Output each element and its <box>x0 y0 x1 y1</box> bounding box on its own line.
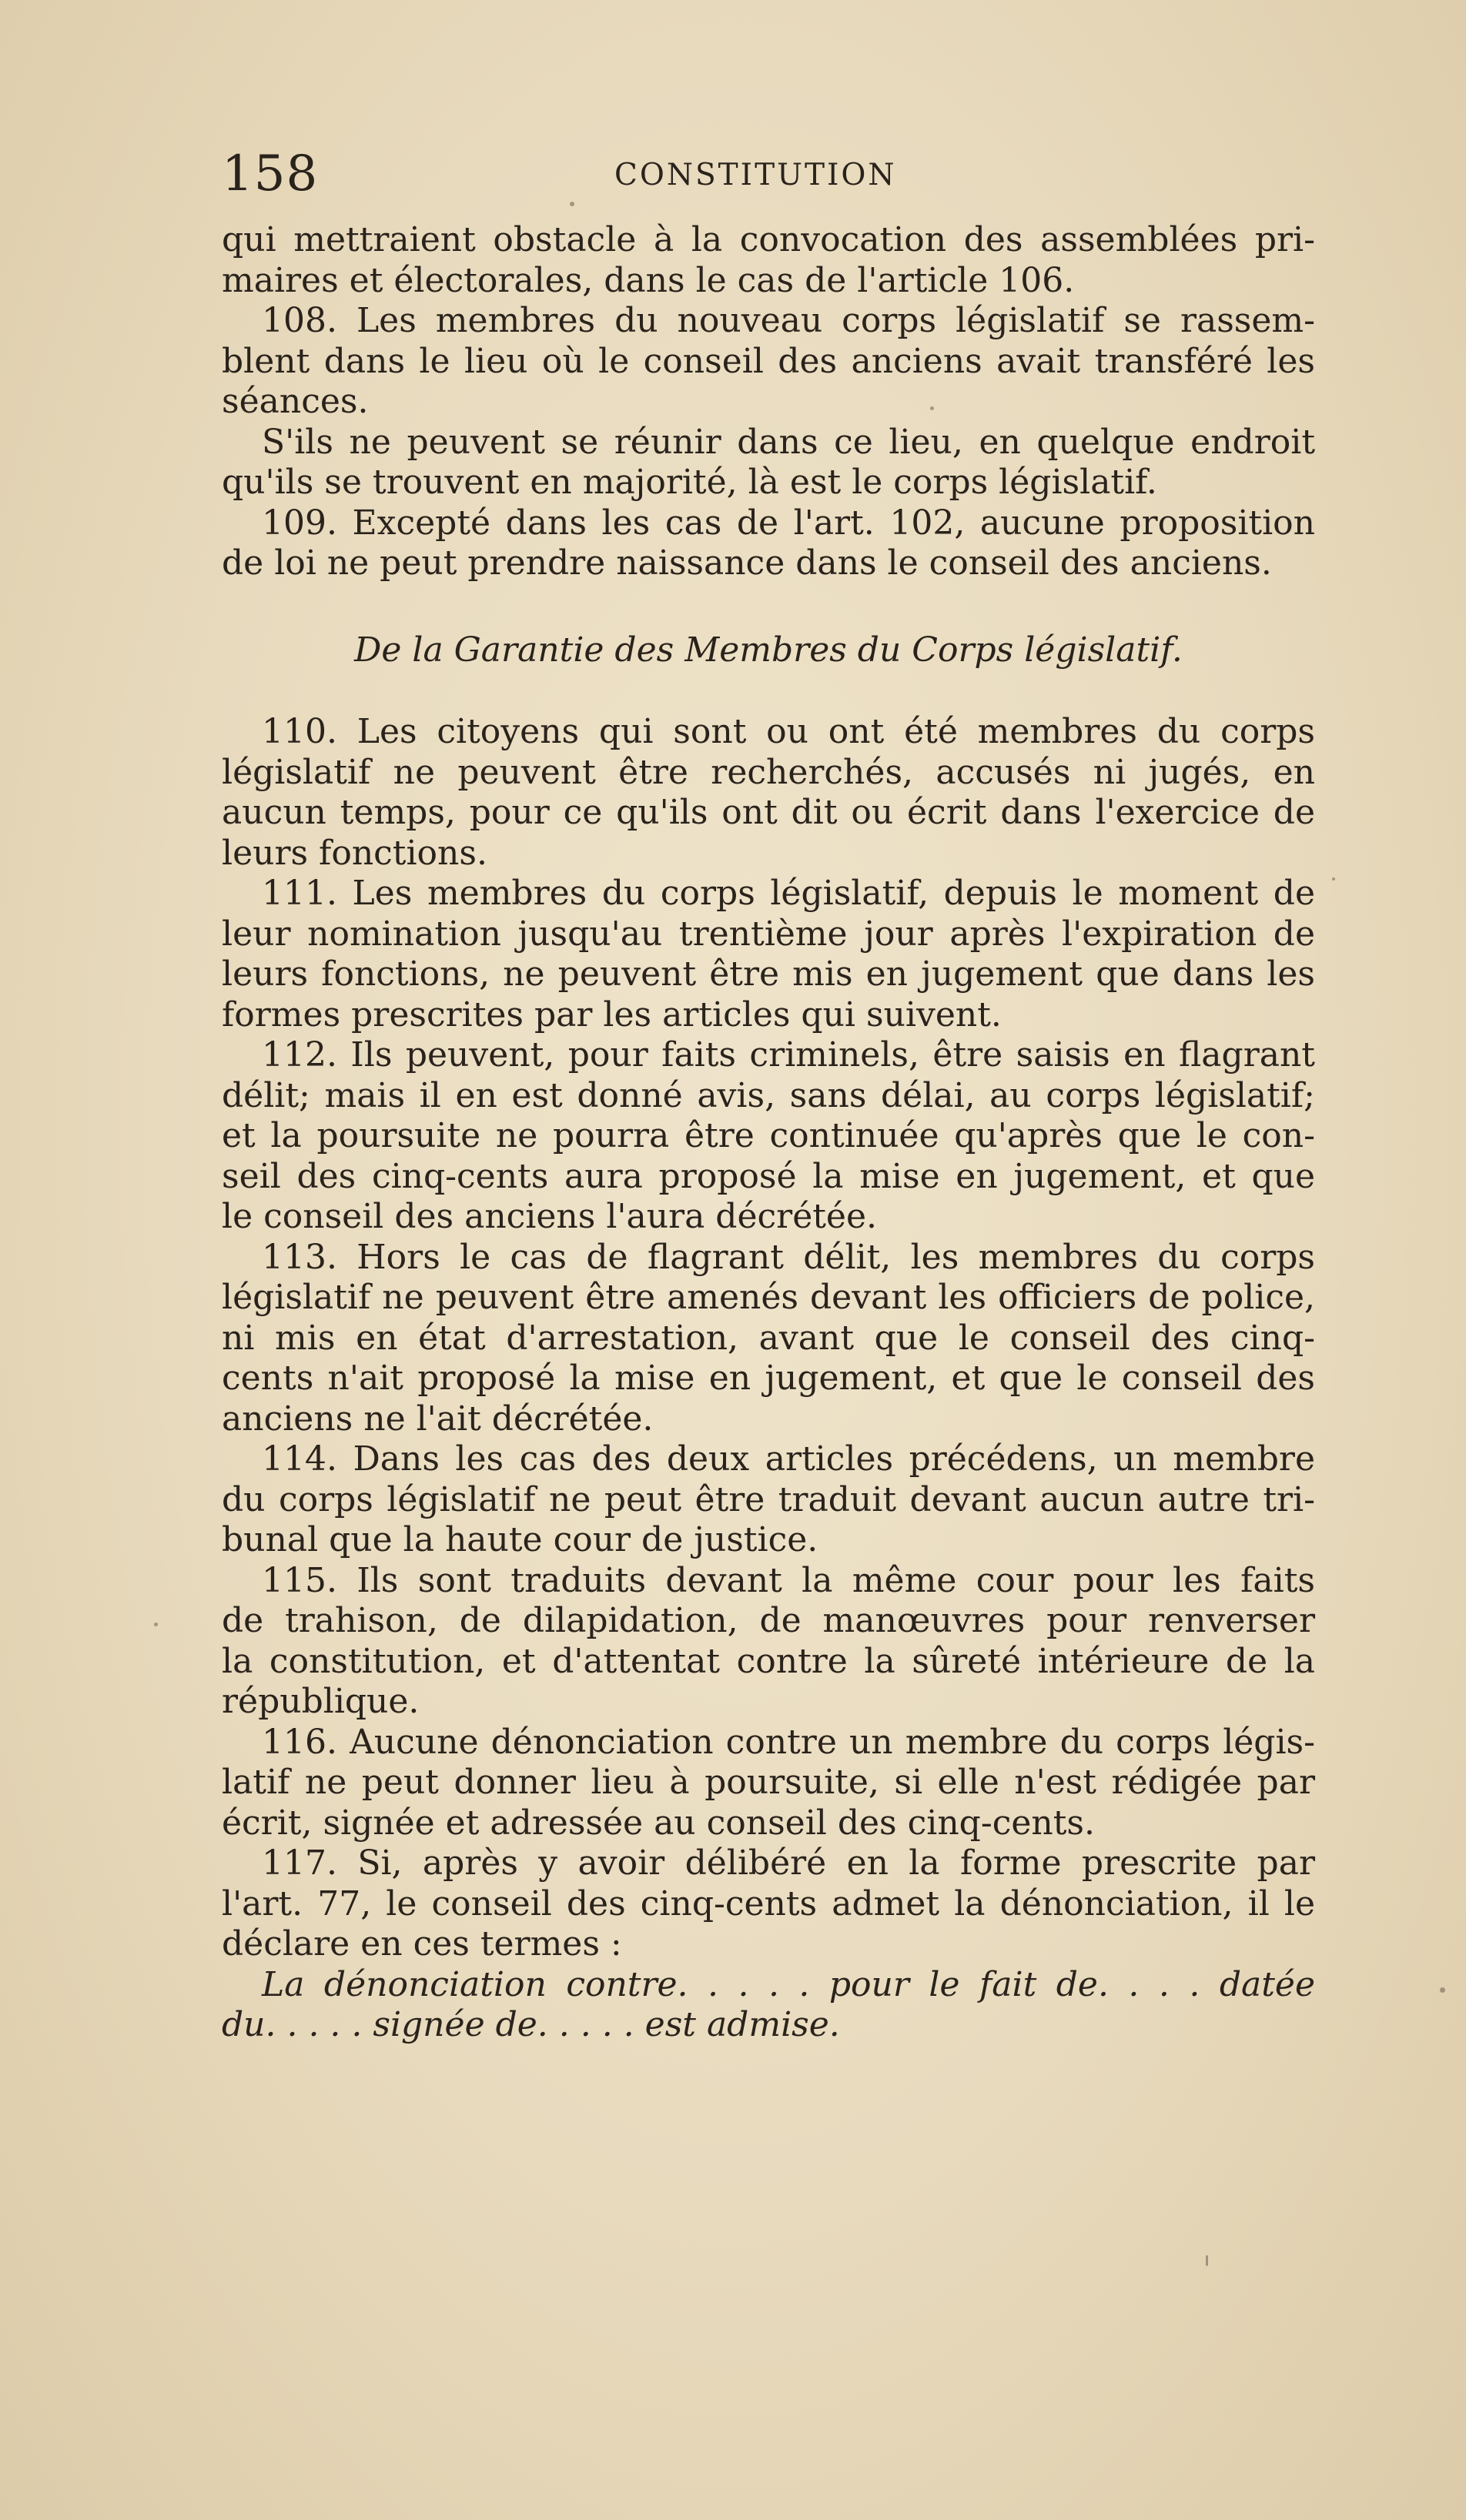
page-body <box>222 220 1315 2046</box>
body-line: république. <box>222 1682 420 1721</box>
body-line: de trahison, de dilapidation, de manœuvres pour renverser <box>222 1601 1315 1640</box>
body-line: latif ne peut donner lieu à poursuite, si elle n'est rédigée par <box>222 1763 1315 1802</box>
body-line: bunal que la haute cour de justice. <box>222 1520 818 1559</box>
article-112-line: 112. Ils peuvent, pour faits criminels, être saisis en flagrant <box>262 1035 1315 1075</box>
body-line: déclare en ces termes : <box>222 1924 622 1964</box>
body-line: législatif ne peuvent être recherchés, accusés ni jugés, en <box>222 752 1315 792</box>
article-114-line: 114. Dans les cas des deux articles précédens, un membre <box>262 1439 1315 1479</box>
body-line: S'ils ne peuvent se réunir dans ce lieu, en quelque endroit <box>262 422 1315 462</box>
article-117-line: 117. Si, après y avoir délibéré en la forme prescrite par <box>262 1843 1315 1883</box>
body-line: maires et électorales, dans le cas de l'article 106. <box>222 260 1075 300</box>
running-title: CONSTITUTION <box>614 158 897 192</box>
body-line: le conseil des anciens l'aura décrétée. <box>222 1197 877 1236</box>
article-115-line: 115. Ils sont traduits devant la même cour pour les faits <box>262 1560 1315 1600</box>
paper-speck <box>1332 877 1335 881</box>
body-line: délit; mais il en est donné avis, sans délai, au corps législatif; <box>222 1075 1315 1115</box>
spacer <box>222 584 1315 630</box>
article-111-line: 111. Les membres du corps législatif, depuis le moment de <box>262 874 1315 913</box>
body-line: leur nomination jusqu'au trentième jour après l'expiration de <box>222 914 1315 954</box>
body-line: cents n'ait proposé la mise en jugement, et que le conseil des <box>222 1359 1315 1398</box>
body-line: et la poursuite ne pourra être continuée qu'après que le con- <box>222 1116 1315 1155</box>
article-116-line: 116. Aucune dénonciation contre un membre du corps légis- <box>262 1722 1315 1762</box>
body-line: séances. <box>222 382 369 421</box>
paper-speck <box>1440 1987 1445 1993</box>
spacer <box>222 670 1315 712</box>
body-line: blent dans le lieu où le conseil des anciens avait transféré les <box>222 341 1315 381</box>
body-line: aucun temps, pour ce qu'ils ont dit ou écrit dans l'exercice de <box>222 793 1315 832</box>
page-header <box>222 143 1315 205</box>
body-line: qu'ils se trouvent en majorité, là est le corps législatif. <box>222 463 1157 502</box>
paper-speck <box>154 1623 158 1626</box>
body-line: écrit, signée et adressée au conseil des cinq-cents. <box>222 1803 1095 1843</box>
paper-speck <box>1206 2255 1208 2266</box>
page-number: 158 <box>222 145 319 202</box>
paper-speck <box>930 406 934 410</box>
body-line: ni mis en état d'arrestation, avant que le conseil des cinq- <box>222 1318 1315 1358</box>
article-109-line: 109. Excepté dans les cas de l'art. 102, aucune proposition <box>262 503 1315 543</box>
body-line: leurs fonctions. <box>222 833 487 873</box>
body-line: formes prescrites par les articles qui suivent. <box>222 994 1002 1034</box>
article-108-line: 108. Les membres du nouveau corps législatif se rassem- <box>262 301 1315 340</box>
paper-speck <box>570 202 574 206</box>
body-line: anciens ne l'ait décrétée. <box>222 1399 654 1439</box>
formula-line: La dénonciation contre. . . . . pour le fait de. . . . datée <box>262 1964 1315 2004</box>
body-line: législatif ne peuvent être amenés devant les officiers de police, <box>222 1278 1315 1317</box>
section-heading: De la Garantie des Membres du Corps législatif. <box>354 630 1183 670</box>
body-line: leurs fonctions, ne peuvent être mis en jugement que dans les <box>222 954 1315 994</box>
body-line: qui mettraient obstacle à la convocation des assemblées pri- <box>222 220 1315 259</box>
article-113-line: 113. Hors le cas de flagrant délit, les membres du corps <box>262 1237 1315 1277</box>
body-line: l'art. 77, le conseil des cinq-cents admet la dénonciation, il le <box>222 1883 1315 1923</box>
formula-line: du. . . . . signée de. . . . . est admise. <box>222 2005 840 2044</box>
body-line: la constitution, et d'attentat contre la sûreté intérieure de la <box>222 1641 1315 1681</box>
body-line: du corps législatif ne peut être traduit devant aucun autre tri- <box>222 1479 1315 1519</box>
body-line: seil des cinq-cents aura proposé la mise en jugement, et que <box>222 1156 1315 1196</box>
article-110-line: 110. Les citoyens qui sont ou ont été membres du corps <box>262 712 1315 751</box>
body-line: de loi ne peut prendre naissance dans le conseil des anciens. <box>222 543 1272 583</box>
